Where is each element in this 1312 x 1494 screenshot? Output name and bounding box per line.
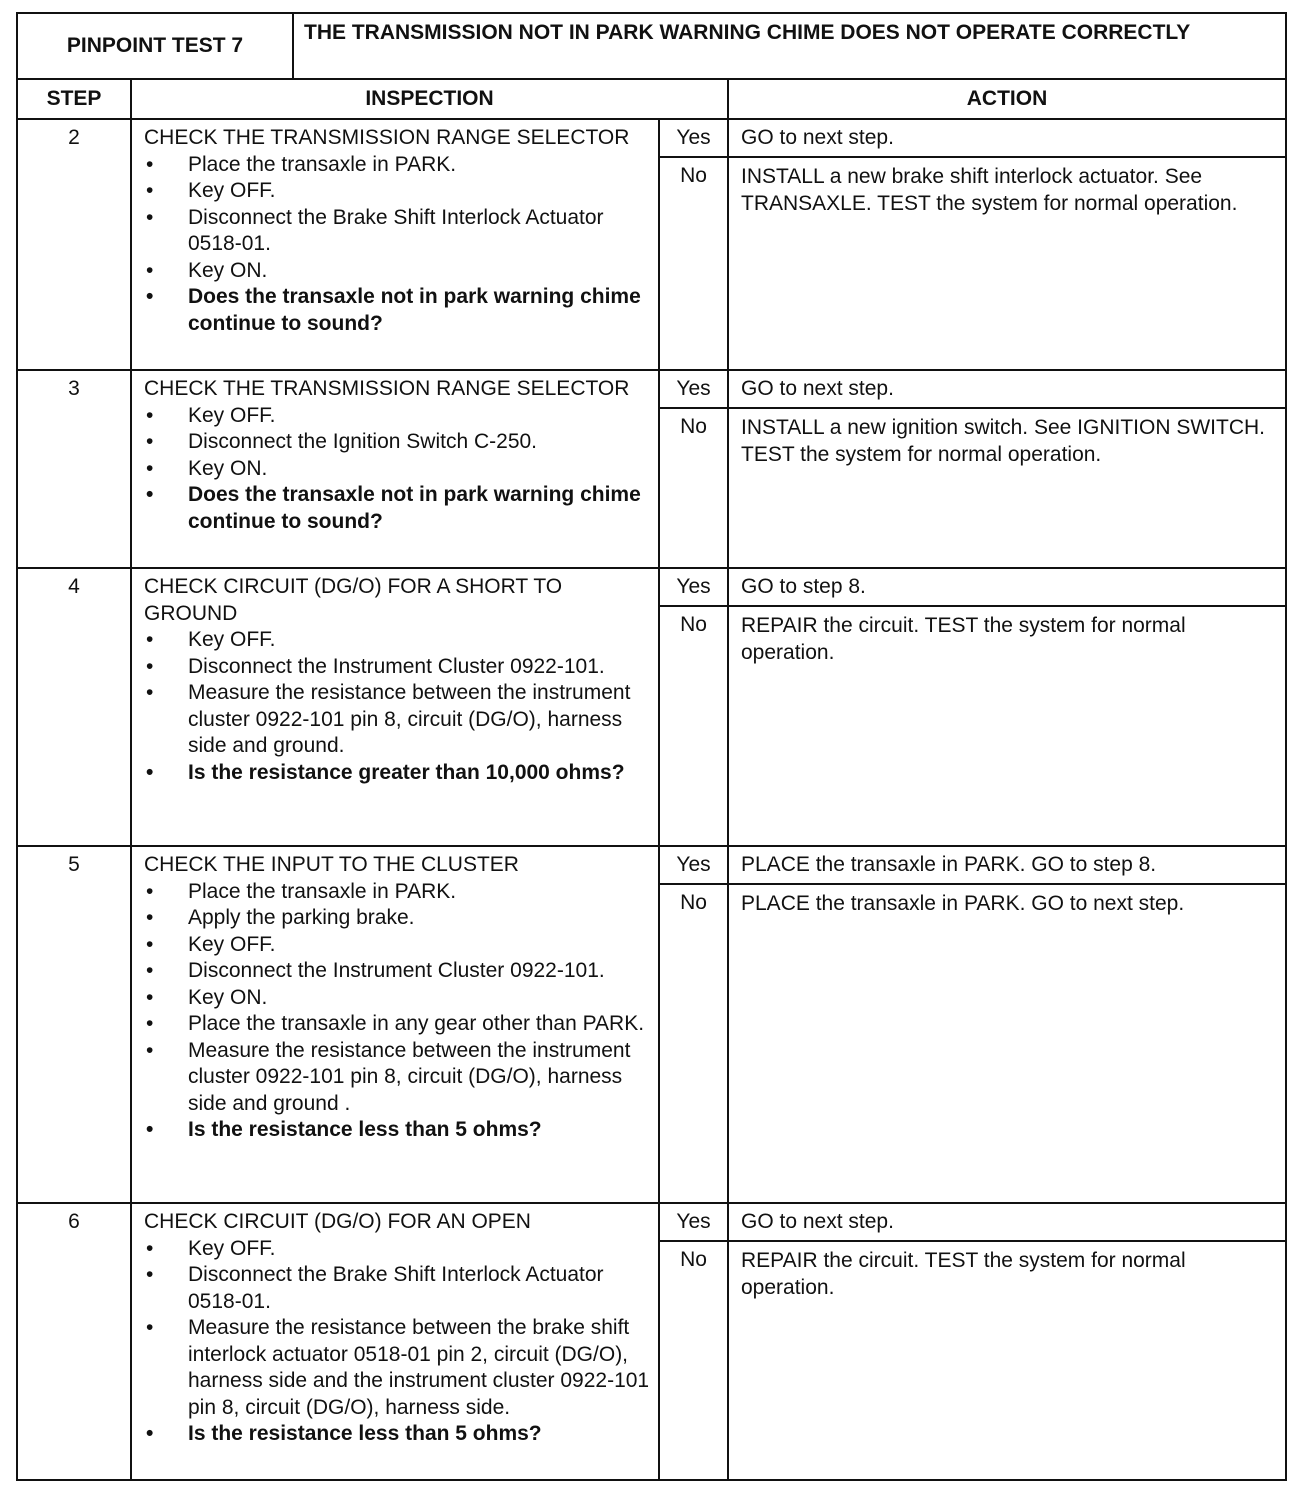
action-cell xyxy=(729,1204,1285,1479)
inspection-steps xyxy=(144,627,650,786)
test-id: PINPOINT TEST 7 xyxy=(18,14,294,78)
action-cell xyxy=(729,569,1285,845)
action-cell xyxy=(729,371,1285,567)
step-number: 4 xyxy=(18,569,132,845)
column-header-step: STEP xyxy=(18,80,132,118)
yes-action: GO to step 8. xyxy=(729,569,1285,607)
inspection-cell xyxy=(132,120,660,369)
table-row xyxy=(18,120,1285,371)
inspection-steps xyxy=(144,1236,650,1448)
inspection-bullet: • Measure the resistance between the brake shift interlock actuator 0518-01 pin 2, circuit (DG/O), harness side and the instrument cluster 0922-101 pin 8, circuit (DG/O), harness side. xyxy=(144,1315,650,1421)
inspection-bullet: • Place the transaxle in any gear other than PARK. xyxy=(144,1011,650,1038)
inspection-bullet: • Measure the resistance between the instrument cluster 0922-101 pin 8, circuit (DG/O), harness side and ground. xyxy=(144,680,650,760)
inspection-steps xyxy=(144,152,650,338)
inspection-question: • Is the resistance greater than 10,000 ohms? xyxy=(144,760,650,787)
table-header xyxy=(18,14,1285,80)
column-headers xyxy=(18,80,1285,120)
result-column xyxy=(660,371,729,567)
inspection-bullet: • Key OFF. xyxy=(144,178,650,205)
inspection-bullet: • Key ON. xyxy=(144,985,650,1012)
inspection-question: • Is the resistance less than 5 ohms? xyxy=(144,1117,650,1144)
yes-action: PLACE the transaxle in PARK. GO to step 8. xyxy=(729,847,1285,885)
action-cell xyxy=(729,120,1285,369)
pinpoint-test-table xyxy=(16,12,1287,1481)
column-header-action: ACTION xyxy=(966,87,1048,110)
inspection-title: CHECK CIRCUIT (DG/O) FOR AN OPEN xyxy=(144,1210,531,1233)
step-number: 6 xyxy=(18,1204,132,1479)
no-action: REPAIR the circuit. TEST the system for normal operation. xyxy=(741,1249,1186,1299)
table-row xyxy=(18,847,1285,1204)
yes-label: Yes xyxy=(660,371,727,409)
inspection-title: CHECK THE INPUT TO THE CLUSTER xyxy=(144,853,519,876)
yes-label: Yes xyxy=(660,1204,727,1242)
no-action: INSTALL a new brake shift interlock actuator. See TRANSAXLE. TEST the system for normal operation. xyxy=(741,165,1238,215)
inspection-question: • Does the transaxle not in park warning chime continue to sound? xyxy=(144,482,650,535)
inspection-question: • Is the resistance less than 5 ohms? xyxy=(144,1421,650,1448)
inspection-steps xyxy=(144,879,650,1144)
inspection-question: • Does the transaxle not in park warning chime continue to sound? xyxy=(144,284,650,337)
inspection-cell xyxy=(132,371,660,567)
inspection-bullet: • Disconnect the Instrument Cluster 0922-101. xyxy=(144,654,650,681)
inspection-title: CHECK THE TRANSMISSION RANGE SELECTOR xyxy=(144,126,630,149)
result-column xyxy=(660,847,729,1202)
no-action: INSTALL a new ignition switch. See IGNITION SWITCH. TEST the system for normal operation. xyxy=(741,416,1265,466)
inspection-bullet: • Place the transaxle in PARK. xyxy=(144,879,650,906)
result-column xyxy=(660,120,729,369)
inspection-bullet: • Place the transaxle in PARK. xyxy=(144,152,650,179)
inspection-bullet: • Disconnect the Ignition Switch C-250. xyxy=(144,429,650,456)
inspection-bullet: • Key ON. xyxy=(144,456,650,483)
step-number: 5 xyxy=(18,847,132,1202)
yes-label: Yes xyxy=(660,847,727,885)
inspection-bullet: • Key OFF. xyxy=(144,1236,650,1263)
no-label: No xyxy=(680,415,707,438)
table-row xyxy=(18,371,1285,569)
step-number: 2 xyxy=(18,120,132,369)
yes-label: Yes xyxy=(660,120,727,158)
inspection-bullet: • Key OFF. xyxy=(144,627,650,654)
test-title: THE TRANSMISSION NOT IN PARK WARNING CHIME DOES NOT OPERATE CORRECTLY xyxy=(304,21,1191,44)
inspection-bullet: • Key ON. xyxy=(144,258,650,285)
no-label: No xyxy=(680,613,707,636)
yes-label: Yes xyxy=(660,569,727,607)
yes-action: GO to next step. xyxy=(729,1204,1285,1242)
result-column xyxy=(660,569,729,845)
inspection-bullet: • Apply the parking brake. xyxy=(144,905,650,932)
step-number: 3 xyxy=(18,371,132,567)
column-header-inspection: INSPECTION xyxy=(132,80,729,118)
no-label: No xyxy=(680,164,707,187)
inspection-title: CHECK THE TRANSMISSION RANGE SELECTOR xyxy=(144,377,630,400)
inspection-bullet: • Key OFF. xyxy=(144,403,650,430)
inspection-cell xyxy=(132,1204,660,1479)
inspection-cell xyxy=(132,847,660,1202)
action-cell xyxy=(729,847,1285,1202)
inspection-bullet: • Measure the resistance between the instrument cluster 0922-101 pin 8, circuit (DG/O), harness side and ground . xyxy=(144,1038,650,1118)
inspection-bullet: • Disconnect the Brake Shift Interlock Actuator 0518-01. xyxy=(144,1262,650,1315)
no-action: REPAIR the circuit. TEST the system for normal operation. xyxy=(741,614,1186,664)
table-row xyxy=(18,1204,1285,1479)
inspection-bullet: • Key OFF. xyxy=(144,932,650,959)
table-row xyxy=(18,569,1285,847)
no-action: PLACE the transaxle in PARK. GO to next step. xyxy=(741,892,1185,915)
result-column xyxy=(660,1204,729,1479)
no-label: No xyxy=(680,891,707,914)
inspection-steps xyxy=(144,403,650,536)
yes-action: GO to next step. xyxy=(729,371,1285,409)
inspection-bullet: • Disconnect the Brake Shift Interlock Actuator 0518-01. xyxy=(144,205,650,258)
inspection-title: CHECK CIRCUIT (DG/O) FOR A SHORT TO GROUND xyxy=(144,575,563,625)
yes-action: GO to next step. xyxy=(729,120,1285,158)
inspection-cell xyxy=(132,569,660,845)
no-label: No xyxy=(680,1248,707,1271)
inspection-bullet: • Disconnect the Instrument Cluster 0922-101. xyxy=(144,958,650,985)
